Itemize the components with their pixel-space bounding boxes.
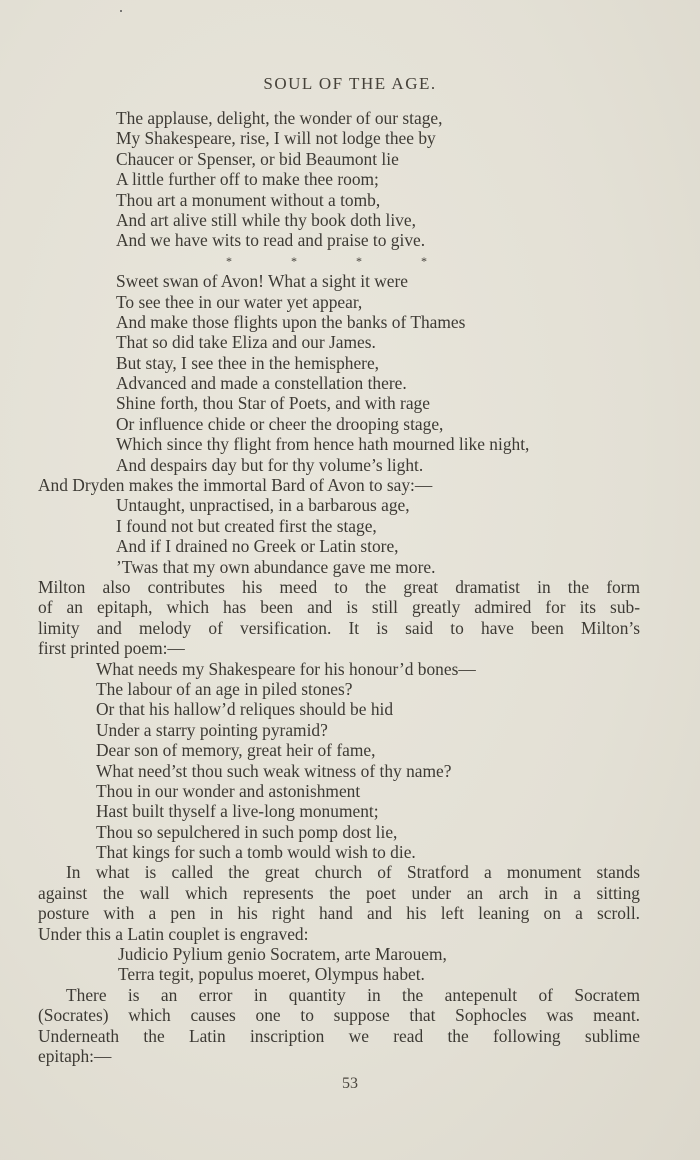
poem-line: What need’st thou such weak witness of thy name?: [96, 760, 452, 781]
prose-line: Milton also contributes his meed to the great dramatist in the form: [38, 576, 640, 597]
latin-couplet: [38, 944, 640, 985]
poem-line: A little further off to make thee room;: [116, 169, 379, 190]
poem-line: And make those flights upon the banks of Thames: [116, 311, 466, 332]
poem-line: What needs my Shakespeare for his honour’d bones—: [96, 658, 476, 679]
print-speck: [120, 10, 122, 12]
poem-line: Thou art a monument without a tomb,: [116, 189, 381, 210]
prose-line: There is an error in quantity in the antepenult of Socratem: [66, 984, 640, 1005]
poem-line: Which since thy flight from hence hath mourned like night,: [116, 434, 530, 455]
page-number: 53: [342, 1075, 358, 1092]
poem-line: Thou so sepulchered in such pomp dost lie,: [96, 821, 398, 842]
poem-line: Advanced and made a constellation there.: [116, 373, 407, 394]
poem-line: That so did take Eliza and our James.: [116, 332, 376, 353]
prose-line: posture with a pen in his right hand and his left leaning on a scroll.: [38, 903, 640, 924]
milton-paragraph: [38, 577, 640, 659]
poem-line: The applause, delight, the wonder of our stage,: [116, 108, 443, 128]
page-title: SOUL OF THE AGE.: [263, 74, 437, 93]
poem-line: That kings for such a tomb would wish to die.: [96, 842, 416, 863]
poem-line: My Shakespeare, rise, I will not lodge thee by: [116, 128, 436, 149]
poem-line: Untaught, unpractised, in a barbarous age,: [116, 495, 410, 516]
poem-line: The labour of an age in piled stones?: [96, 678, 353, 699]
prose-line: limity and melody of versification. It is said to have been Milton’s: [38, 617, 640, 638]
poem-line: And we have wits to read and praise to give.: [116, 230, 426, 251]
poem-line: Chaucer or Spenser, or bid Beaumont lie: [116, 148, 399, 169]
dryden-intro: And Dryden makes the immortal Bard of Avon to say:—: [38, 475, 433, 496]
poem-line: Shine forth, thou Star of Poets, and with rage: [116, 393, 430, 414]
asterisk-separator: * * * *: [226, 253, 427, 268]
poem-jonson-part2: [38, 271, 640, 475]
prose-line: of an epitaph, which has been and is still greatly admired for its sub-: [38, 597, 640, 618]
prose-line: first printed poem:—: [38, 638, 185, 659]
poem-line: Sweet swan of Avon! What a sight it were: [116, 271, 409, 292]
prose-line: against the wall which represents the poet under an arch in a sitting: [38, 882, 640, 903]
prose-line: Under this a Latin couplet is engraved:: [38, 923, 309, 944]
poem-line: And despairs day but for thy volume’s light.: [116, 454, 424, 475]
error-paragraph: [38, 985, 640, 1067]
poem-line: And if I drained no Greek or Latin store,: [116, 536, 399, 557]
latin-line: Terra tegit, populus moeret, Olympus habet.: [118, 964, 425, 985]
poem-line: Under a starry pointing pyramid?: [96, 719, 328, 740]
poem-line: And art alive still while thy book doth live,: [116, 209, 416, 230]
prose-line: epitaph:—: [38, 1045, 112, 1066]
poem-dryden: [38, 495, 640, 577]
prose-line: Underneath the Latin inscription we read the following sublime: [38, 1025, 640, 1046]
poem-line: Thou in our wonder and astonishment: [96, 780, 361, 801]
latin-line: Judicio Pylium genio Socratem, arte Marouem,: [118, 944, 447, 965]
poem-line: Or influence chide or cheer the drooping stage,: [116, 413, 444, 434]
page-body: [38, 108, 640, 1066]
poem-milton: [38, 659, 640, 863]
prose-line: (Socrates) which causes one to suppose that Sophocles was meant.: [38, 1005, 640, 1026]
poem-line: Hast built thyself a live-long monument;: [96, 801, 379, 822]
poem-line: To see thee in our water yet appear,: [116, 291, 363, 312]
stratford-paragraph: [38, 862, 640, 944]
poem-line: Dear son of memory, great heir of fame,: [96, 740, 376, 761]
poem-line: But stay, I see thee in the hemisphere,: [116, 352, 380, 373]
poem-jonson-part1: [38, 108, 640, 251]
prose-line: In what is called the great church of Stratford a monument stands: [66, 862, 640, 883]
poem-line: I found not but created first the stage,: [116, 515, 377, 536]
poem-line: ’Twas that my own abundance gave me more.: [116, 556, 436, 577]
poem-line: Or that his hallow’d reliques should be hid: [96, 699, 394, 720]
